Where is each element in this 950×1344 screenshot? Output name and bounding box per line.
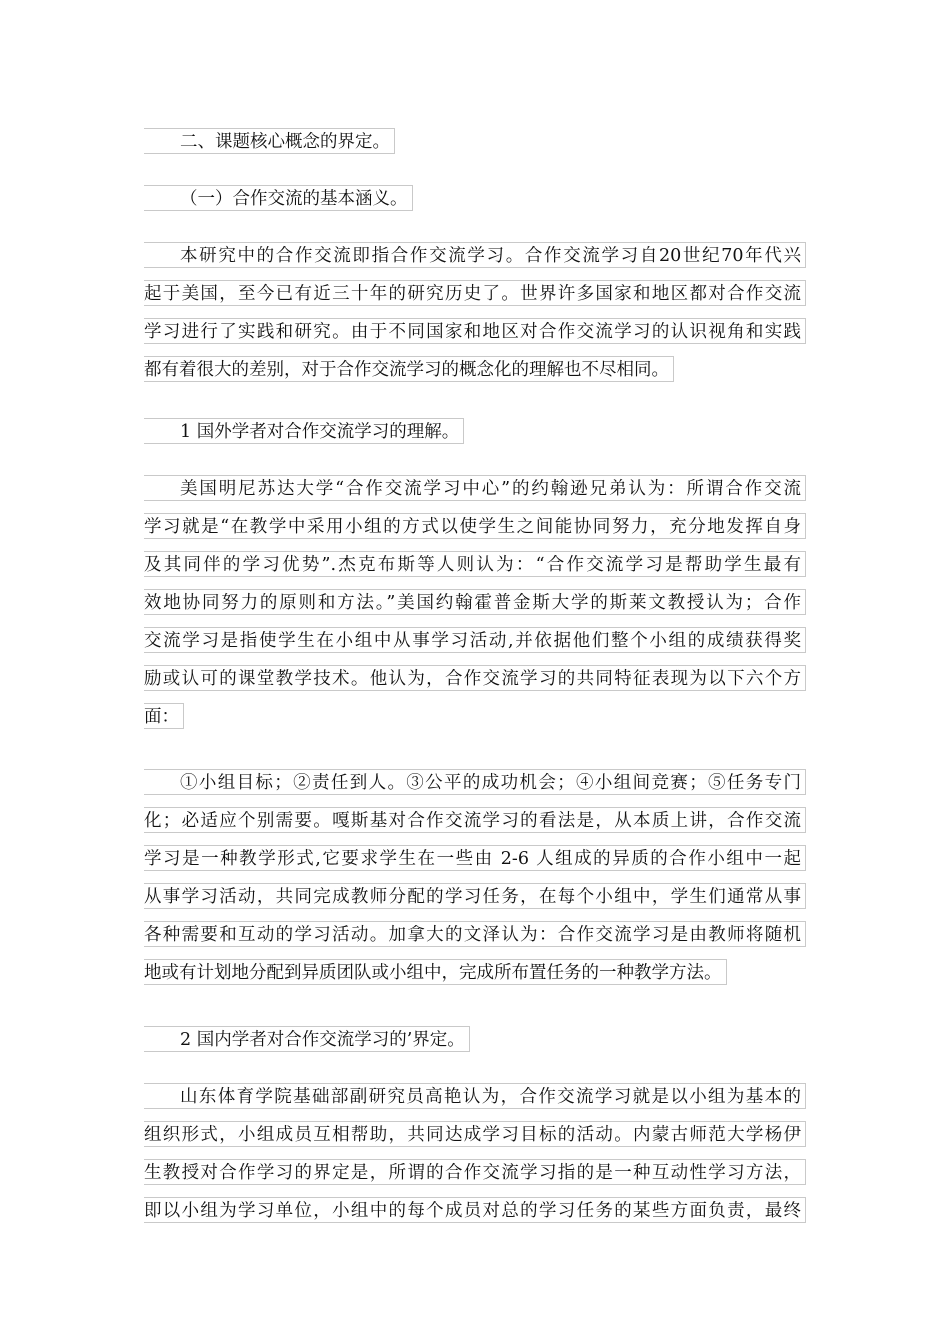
text-line: 都有着很大的差别，对于合作交流学习的概念化的理解也不尽相同。 xyxy=(144,351,814,389)
text-line: 美国明尼苏达大学“合作交流学习中心”的约翰逊兄弟认为：所谓合作交流 xyxy=(144,470,814,508)
text-line: 山东体育学院基础部副研究员高艳认为，合作交流学习就是以小组为基本的 xyxy=(144,1078,814,1116)
text-line: 及其同伴的学习优势”.杰克布斯等人则认为：“合作交流学习是帮助学生最有 xyxy=(144,546,814,584)
text-line: ①小组目标；②责任到人。③公平的成功机会；④小组间竞赛；⑤任务专门 xyxy=(144,764,814,802)
text-line: 学习进行了实践和研究。由于不同国家和地区对合作交流学习的认识视角和实践 xyxy=(144,313,814,351)
text-line: 交流学习是指使学生在小组中从事学习活动,并依据他们整个小组的成绩获得奖 xyxy=(144,622,814,660)
paragraph-intro xyxy=(144,237,814,389)
text-line: 组织形式，小组成员互相帮助，共同达成学习目标的活动。内蒙古师范大学杨伊 xyxy=(144,1116,814,1154)
text-line: 二、课题核心概念的界定。 xyxy=(144,123,814,161)
text-line: 本研究中的合作交流即指合作交流学习。合作交流学习自20世纪70年代兴 xyxy=(144,237,814,275)
text-line: 效地协同努力的原则和方法。”美国约翰霍普金斯大学的斯莱文教授认为；合作 xyxy=(144,584,814,622)
text-line: 各种需要和互动的学习活动。加拿大的文泽认为：合作交流学习是由教师将随机 xyxy=(144,916,814,954)
text-line: 面： xyxy=(144,698,814,736)
text-line: 化；必适应个别需要。嘎斯基对合作交流学习的看法是，从本质上讲，合作交流 xyxy=(144,802,814,840)
text-line: 2 国内学者对合作交流学习的’界定。 xyxy=(144,1021,814,1059)
heading-core-concepts xyxy=(144,123,814,161)
text-line: 学习是一种教学形式,它要求学生在一些由 2-6 人组成的异质的合作小组中一起 xyxy=(144,840,814,878)
paragraph-foreign-views xyxy=(144,470,814,736)
text-line: 励或认可的课堂教学技术。他认为，合作交流学习的共同特征表现为以下六个方 xyxy=(144,660,814,698)
heading-cooperation-meaning xyxy=(144,180,814,218)
text-line: 生教授对合作学习的界定是，所谓的合作交流学习指的是一种互动性学习方法， xyxy=(144,1154,814,1192)
paragraph-six-features xyxy=(144,764,814,992)
text-line: 1 国外学者对合作交流学习的理解。 xyxy=(144,413,814,451)
heading-foreign-scholars xyxy=(144,413,814,451)
text-line: 起于美国，至今已有近三十年的研究历史了。世界许多国家和地区都对合作交流 xyxy=(144,275,814,313)
text-line: 即以小组为学习单位，小组中的每个成员对总的学习任务的某些方面负责，最终 xyxy=(144,1192,814,1230)
text-line: 从事学习活动，共同完成教师分配的学习任务，在每个小组中，学生们通常从事 xyxy=(144,878,814,916)
heading-domestic-scholars xyxy=(144,1021,814,1059)
text-line: （一）合作交流的基本涵义。 xyxy=(144,180,814,218)
paragraph-domestic-views xyxy=(144,1078,814,1230)
text-line: 地或有计划地分配到异质团队或小组中，完成所布置任务的一种教学方法。 xyxy=(144,954,814,992)
text-line: 学习就是“在教学中采用小组的方式以使学生之间能协同努力，充分地发挥自身 xyxy=(144,508,814,546)
